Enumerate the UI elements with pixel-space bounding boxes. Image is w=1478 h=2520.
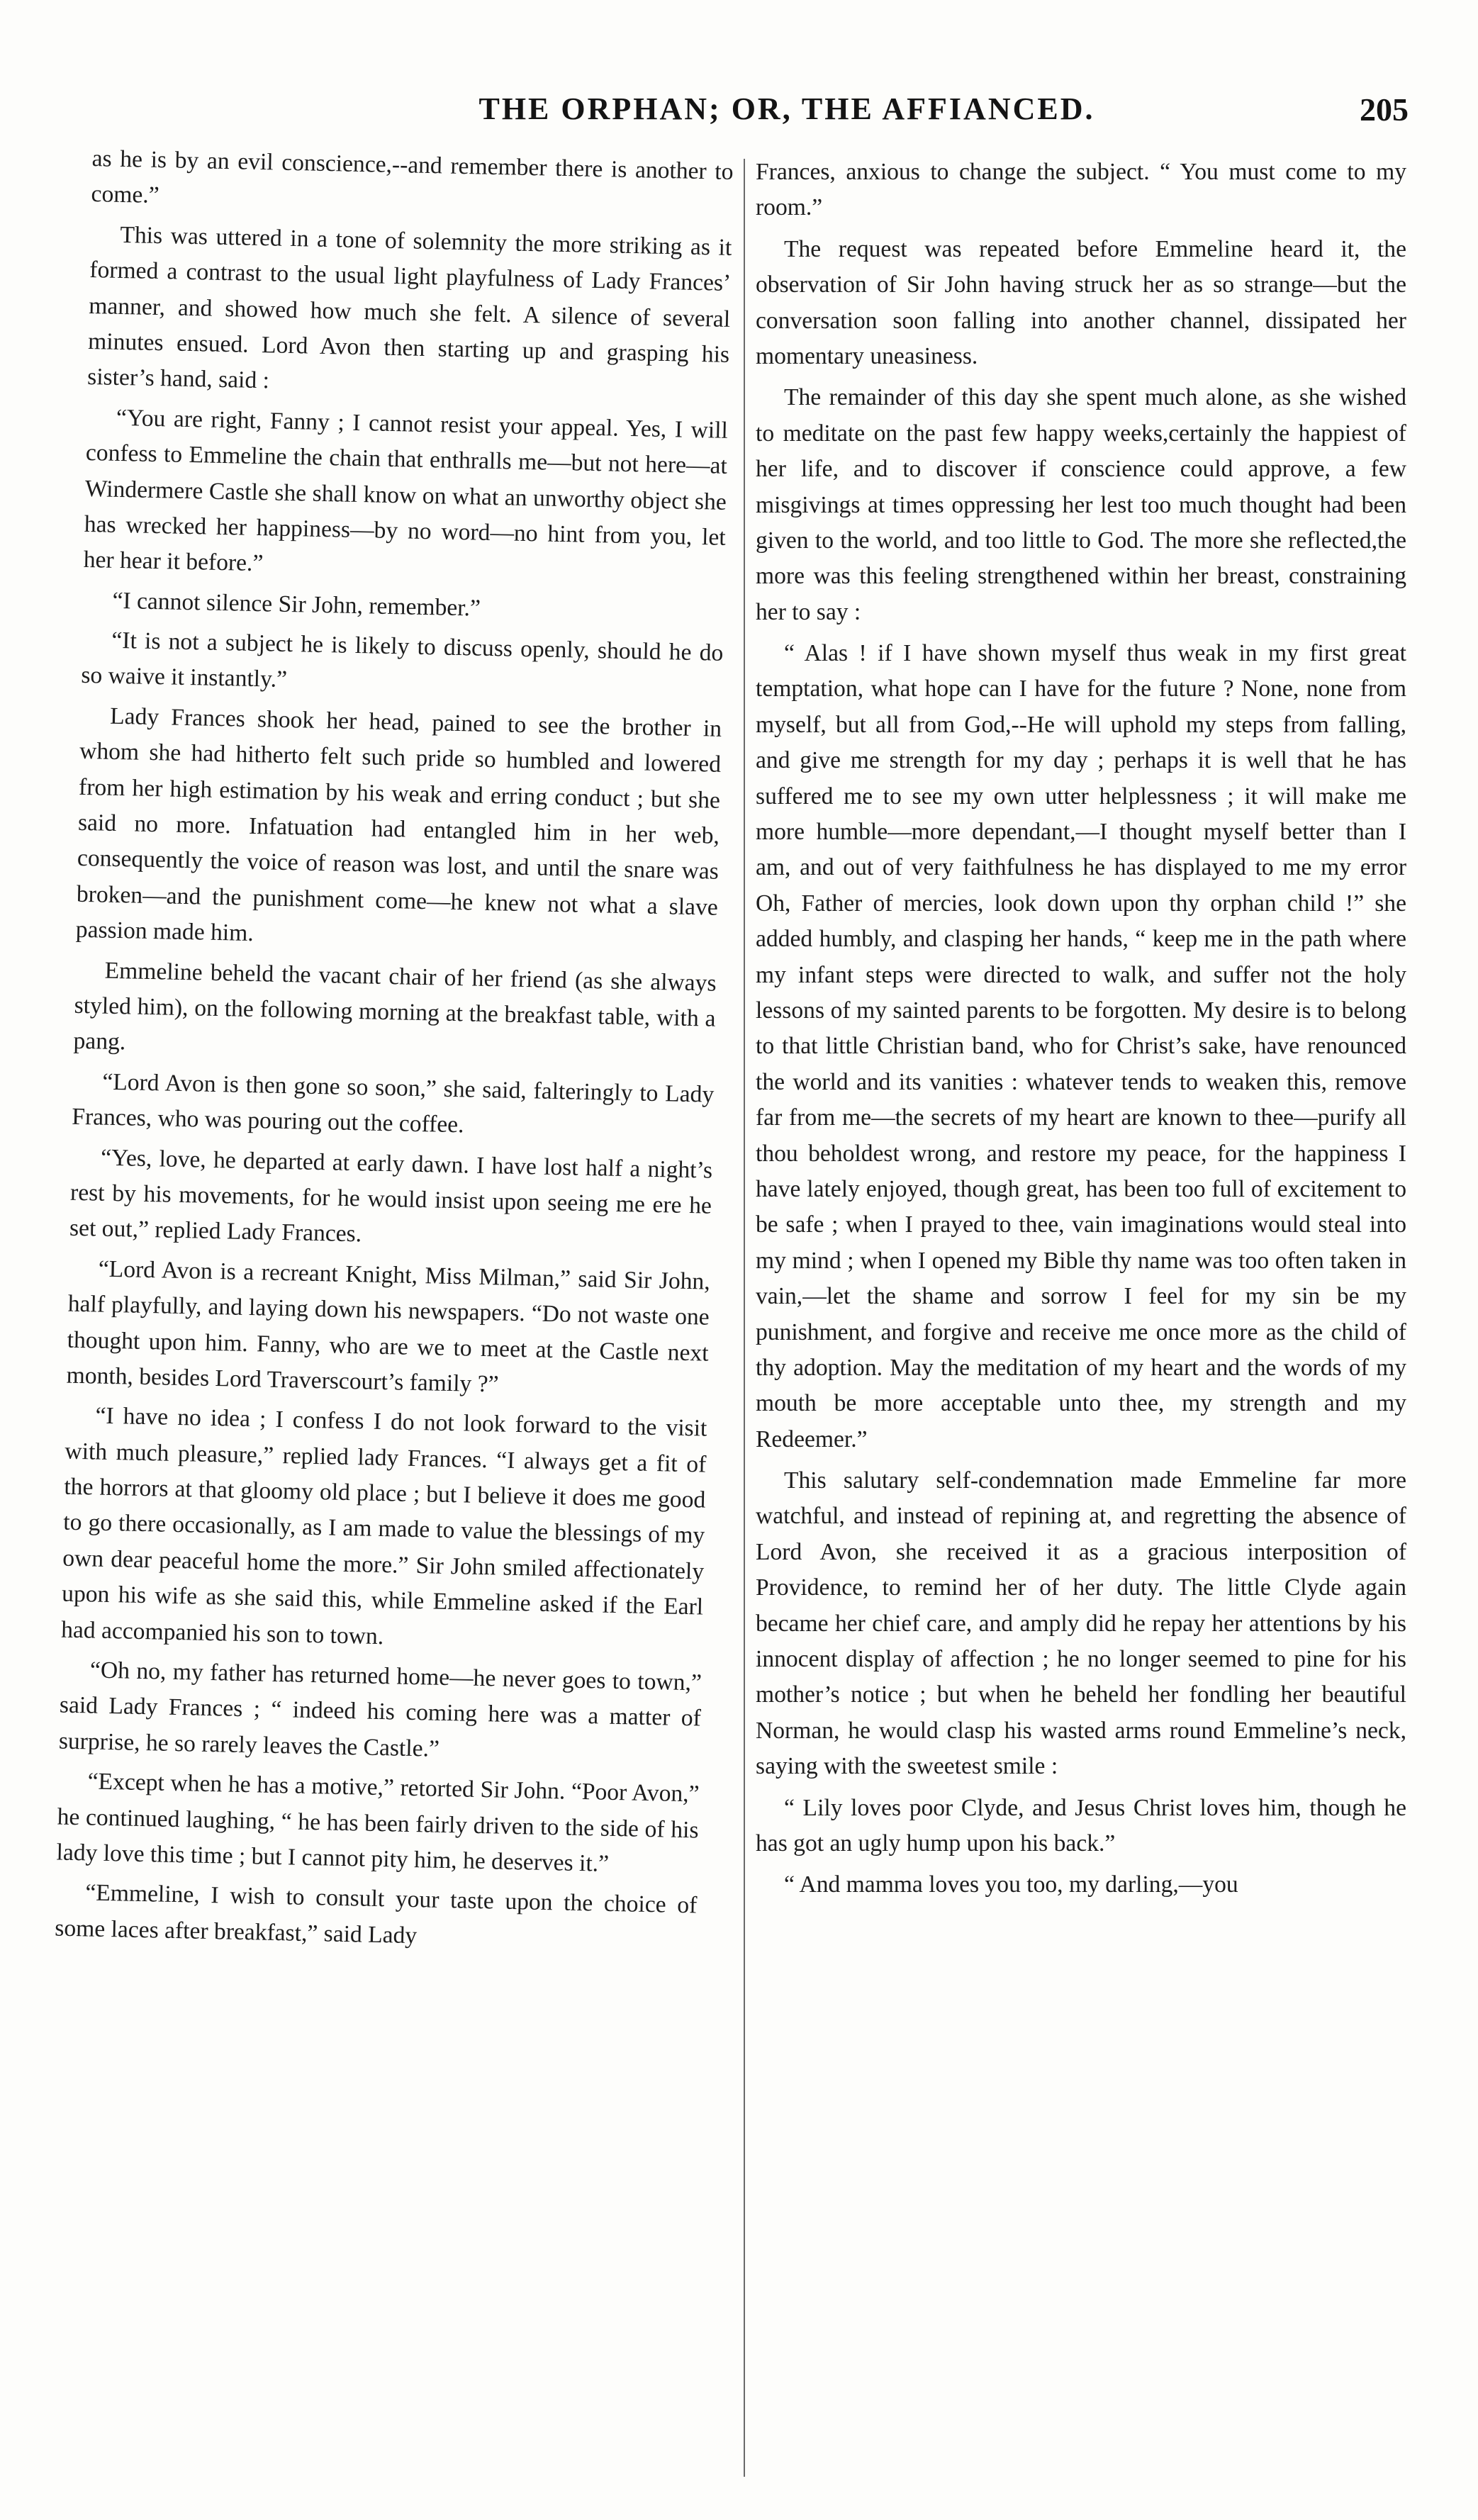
paragraph: “It is not a subject he is likely to discuss openly, should he do so waive it instantly.” (81, 627, 724, 693)
paragraph: “I cannot silence Sir John, remember.” (112, 587, 481, 622)
paragraph: as he is by an evil conscience,--and remember there is another to come.” (91, 145, 734, 209)
paragraph: Frances, anxious to change the subject. “ You must come to my room.” (756, 159, 1406, 221)
paragraph: The remainder of this day she spent much alone, as she wished to meditate on the past few happy weeks,certainly the happiest of her life, and to discover if conscience could approve, a few misgivings at times oppressing her lest too much thought had been given to the world, and too little to God. The more she reflected,the more was this feeling strengthened within her breast, constraining her to say : (756, 384, 1406, 625)
paragraph: Lady Frances shook her head, pained to see the brother in whom she had hitherto felt such pride so humbled and lowered from her high estimation by his weak and erring conduct ; but she said no more. Infatuation had entangled him in her web, consequently the voice of reason was lost, and until the snare was broken—and the punishment come—he knew not what a slave passion made him. (75, 702, 722, 947)
paragraph: “ And mamma loves you too, my darling,—you (784, 1871, 1238, 1898)
paragraph: “ Alas ! if I have shown myself thus weak in my first great temptation, what hope can I have for the future ? None, none from myself, but all from God,--He will uphold my steps from falling, and give me strength for my day ; perhaps it is well that he has suffered me to see my own utter helplessness ; it will make me more humble—more dependant,—I thought myself better than I am, and out of very faithfulness he has displayed to me my error Oh, Father of mercies, look down upon thy orphan child !” she added humbly, and clasping her hands, “ keep me in the path where my infant steps were directed to walk, and suffer not the holy lessons of my sainted parents to be forgotten. My desire is to belong to that little Christian band, who for Christ’s sake, have renounced the world and its vanities : whatever tends to weaken this, remove far from me—the secrets of my heart are known to thee—purify all thou beholdest wrong, and restore my peace, for the happiness I have lately enjoyed, though great, has been too full of excitement to be safe ; when I prayed to thee, vain imaginations would steal into my mind ; when I opened my Bible thy name was too often taken in vain,—let the shame and sorrow I feel for my sin be my punishment, and forgive and receive me once more as the child of thy adoption. May the meditation of my heart and the words of my mouth be more acceptable unto thee, my strength and my Redeemer.” (756, 640, 1406, 1452)
right-column (756, 155, 1406, 1903)
paragraph: Emmeline beheld the vacant chair of her friend (as she always styled him), on the following morning at the breakfast table, with a pang. (73, 957, 717, 1055)
paragraph: “ Lily loves poor Clyde, and Jesus Christ loves him, though he has got an ugly hump upon his back.” (756, 1794, 1406, 1857)
paragraph: The request was repeated before Emmeline heard it, the observation of Sir John having struck her as so strange—but the conversation soon falling into another channel, dissipated her momentary uneasiness. (756, 235, 1406, 369)
running-head: THE ORPHAN; OR, THE AFFIANCED. (478, 91, 1095, 126)
paragraph: “I have no idea ; I confess I do not look forward to the visit with much pleasure,” replied lady Frances. “I always get a fit of the horrors at that gloomy old place ; but I believe it does me good to go there occasionally, as I am made to value the blessings of my own dear peaceful home the more.” Sir John smiled affectionately upon his wife as she said this, while Emmeline asked if the Earl had accompanied his son to town. (60, 1402, 707, 1650)
paragraph: “Lord Avon is a recreant Knight, Miss Milman,” said Sir John, half playfully, and laying down his newspapers. “Do not waste one thought upon him. Fanny, who are we to meet at the Castle next month, besides Lord Traverscourt’s family ?” (66, 1255, 711, 1398)
left-column (55, 141, 734, 1960)
paragraph: “Lord Avon is then gone so soon,” she said, falteringly to Lady Frances, who was pouring out the coffee. (71, 1068, 715, 1138)
paragraph: “Emmeline, I wish to consult your taste upon the choice of some laces after breakfast,” said Lady (55, 1879, 698, 1949)
paragraph: This salutary self-condemnation made Emmeline far more watchful, and instead of repining at, and regretting the absence of Lord Avon, she received it as a gracious interposition of Providence, to remind her of her duty. The little Clyde again became her chief care, and amply did he repay her attentions by his innocent display of affection ; he no longer seemed to pine for his mother’s notice ; but when he beheld her fondling her beautiful Norman, he would clasp his wasted arms round Emmeline’s neck, saying with the sweetest smile : (756, 1467, 1406, 1780)
paragraph: This was uttered in a tone of solemnity the more striking as it formed a contrast to the usual light playfulness of Lady Frances’ manner, and showed how much she felt. A silence of several minutes ensued. Lord Avon then starting up and grasping his sister’s hand, said : (86, 221, 732, 394)
page-number: 205 (1360, 91, 1409, 128)
column-divider (744, 159, 745, 2477)
paragraph: “Except when he has a motive,” retorted Sir John. “Poor Avon,” he continued laughing, “ he has been fairly driven to the side of his lady love this time ; but I cannot pity him, he deserves it.” (56, 1768, 700, 1877)
paragraph: “You are right, Fanny ; I cannot resist your appeal. Yes, I will confess to Emmeline the chain that enthralls me—but not here—at Windermere Castle she shall know on what an unworthy object she has wrecked her happiness—by no word—no hint from you, let her hear it before.” (83, 404, 729, 577)
paragraph: “Yes, love, he departed at early dawn. I have lost half a night’s rest by his movements, for he would insist upon seeing me ere he set out,” replied Lady Frances. (69, 1144, 713, 1248)
paragraph: “Oh no, my father has returned home—he never goes to town,” said Lady Frances ; “ indeed his coming here was a matter of surprise, he so rarely leaves the Castle.” (58, 1657, 702, 1762)
